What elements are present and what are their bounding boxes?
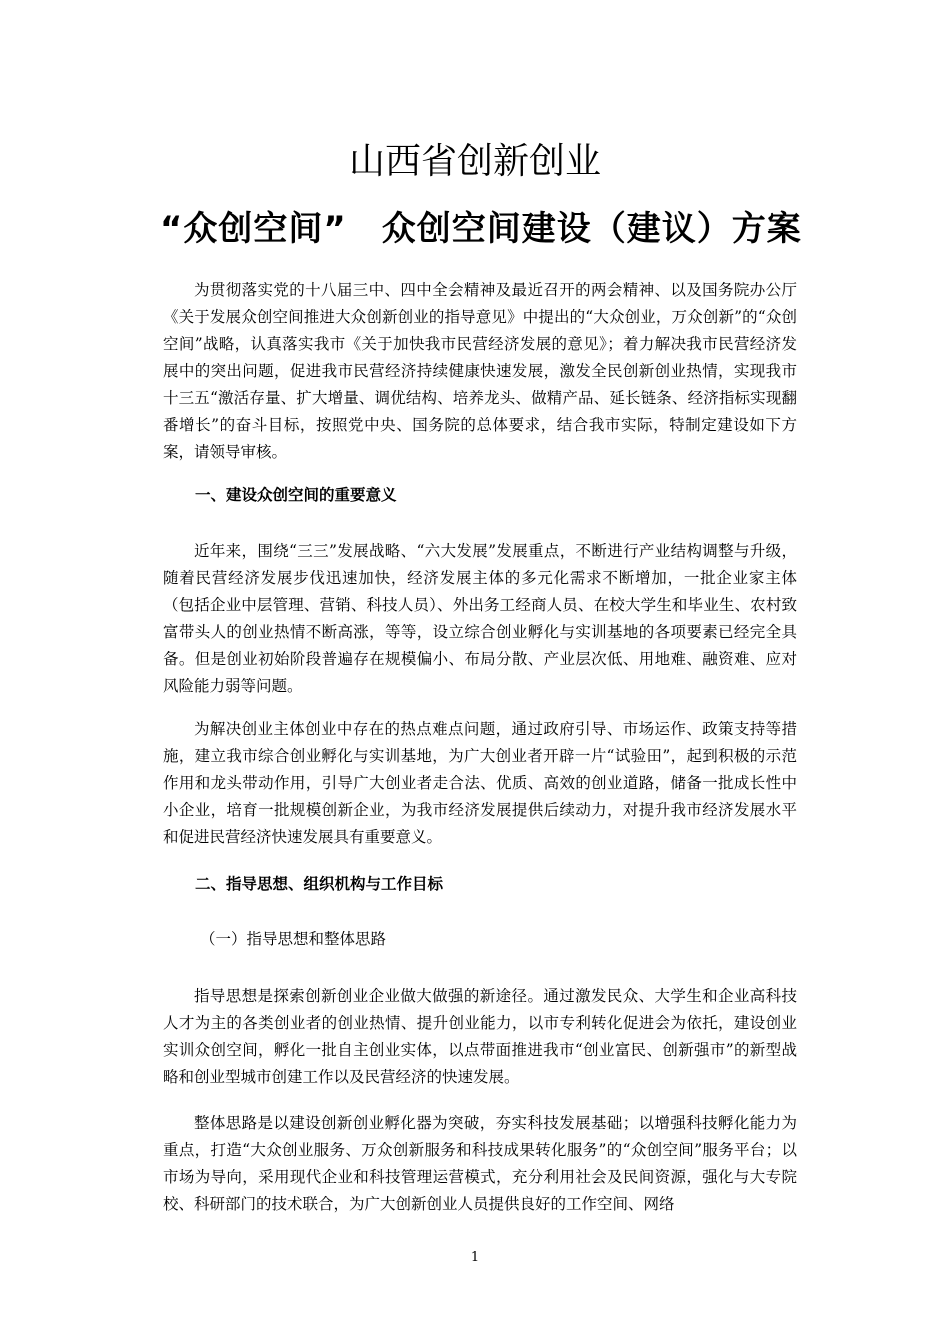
section-2-paragraph-2: 整体思路是以建设创新创业孵化器为突破，夯实科技发展基础；以增强科技孵化能力为重点，打造“大众创业服务、万众创新服务和科技成果转化服务”的“众创空间”服务平台；以市场为导向，采用现代企业和科技管理运营模式，充分利用社会及民间资源，强化与大专院校、科研部门的技术联合，为广大创新创业人员提供良好的工作空间、网络	[163, 1114, 797, 1213]
document-subtitle: “众创空间” 众创空间建设（建议）方案	[160, 209, 802, 249]
intro-paragraph: 为贯彻落实党的十八届三中、四中全会精神及最近召开的两会精神、以及国务院办公厅《关于发展众创空间推进大众创新创业的指导意见》中提出的“大众创业，万众创新”的“众创空间”战略，认真落实我市《关于加快我市民营经济发展的意见》；着力解决我市民营经济发展中的突出问题，促进我市民营经济持续健康快速发展，激发全民创新创业热情，实现我市十三五“激活存量、扩大增量、调优结构、培养龙头、做精产品、延长链条、经济指标实现翻番增长”的奋斗目标，按照党中央、国务院的总体要求，结合我市实际，特制定建设如下方案，请领导审核。	[163, 281, 797, 461]
section-2-paragraph-1: 指导思想是探索创新创业企业做大做强的新途径。通过激发民众、大学生和企业高科技人才为主的各类创业者的创业热情、提升创业能力，以市专利转化促进会为依托，建设创业实训众创空间，孵化一批自主创业实体，以点带面推进我市“创业富民、创新强市”的新型战略和创业型城市创建工作以及民营经济的快速发展。	[163, 987, 797, 1086]
page-number: 1	[470, 1250, 480, 1265]
section-1-heading: 一、建设众创空间的重要意义	[195, 486, 397, 504]
section-1-paragraph-1: 近年来，围绕“三三”发展战略、“六大发展”发展重点，不断进行产业结构调整与升级，随着民营经济发展步伐迅速加快，经济发展主体的多元化需求不断增加，一批企业家主体（包括企业中层管理、营销、科技人员）、外出务工经商人员、在校大学生和毕业生、农村致富带头人的创业热情不断高涨，等等，设立综合创业孵化与实训基地的各项要素已经完全具备。但是创业初始阶段普遍存在规模偏小、布局分散、产业层次低、用地难、融资难、应对风险能力弱等问题。	[163, 542, 797, 695]
section-1-paragraph-2: 为解决创业主体创业中存在的热点难点问题，通过政府引导、市场运作、政策支持等措施，建立我市综合创业孵化与实训基地，为广大创业者开辟一片“试验田”，起到积极的示范作用和龙头带动作用，引导广大创业者走合法、优质、高效的创业道路，储备一批成长性中小企业，培育一批规模创新企业，为我市经济发展提供后续动力，对提升我市经济发展水平和促进民营经济快速发展具有重要意义。	[163, 720, 797, 846]
section-2-subheading: （一）指导思想和整体思路	[200, 930, 387, 948]
section-2-heading: 二、指导思想、组织机构与工作目标	[195, 875, 444, 893]
document-title: 山西省创新创业	[348, 141, 601, 182]
